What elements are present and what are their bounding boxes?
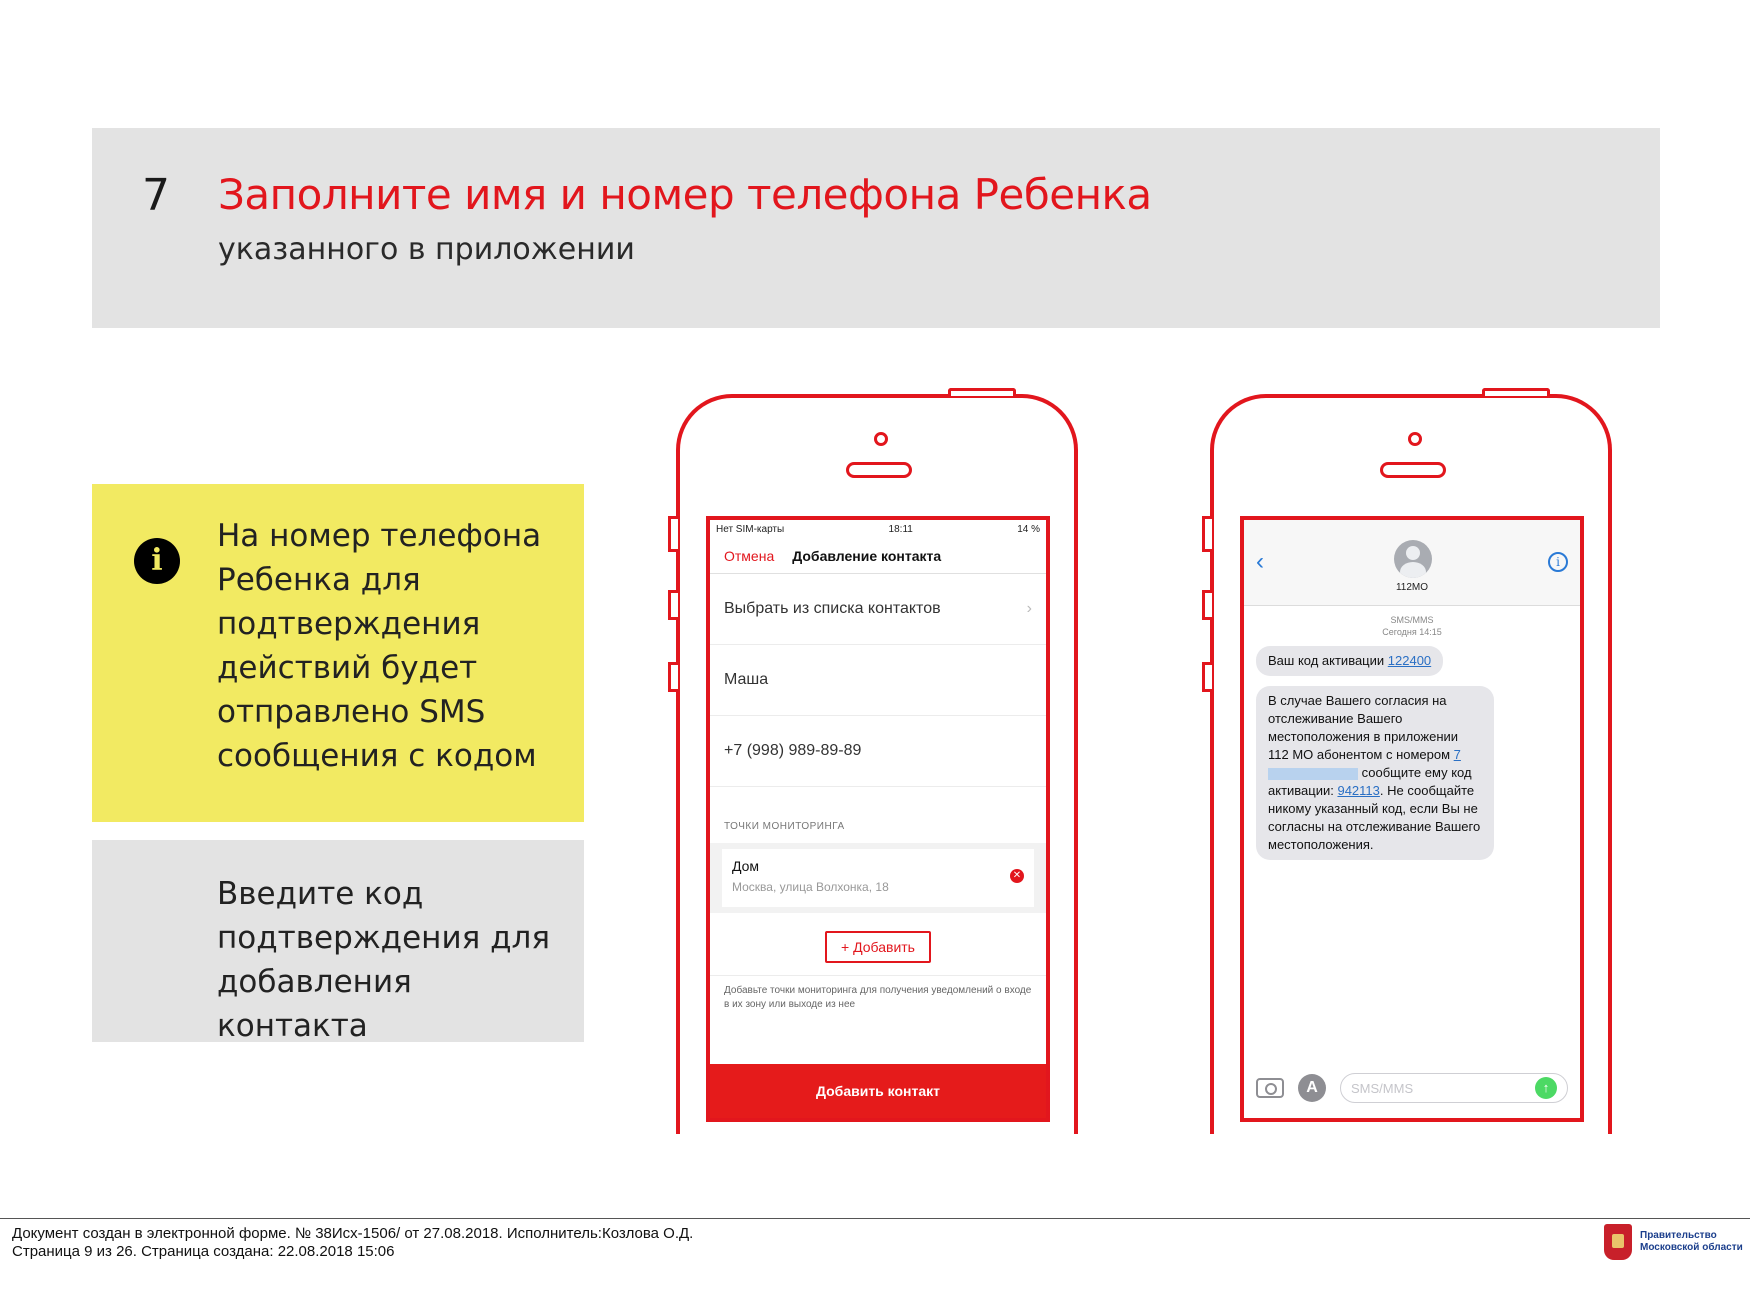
page-title: Заполните имя и номер телефона Ребенка: [218, 170, 1152, 219]
power-button: [948, 388, 1016, 396]
info-box: [92, 484, 584, 822]
nav-title: Добавление контакта: [792, 547, 942, 564]
redacted-number: [1268, 768, 1358, 780]
activation-code-link[interactable]: 122400: [1387, 653, 1432, 668]
message-type: SMS/MMS: [1390, 615, 1434, 625]
message-text: Ваш код активации: [1268, 653, 1388, 668]
message-text: В случае Вашего согласия на отслеживание Вашего местоположения в приложении 112 МО абонентом с номером: [1268, 693, 1459, 762]
cancel-button[interactable]: Отмена: [724, 547, 775, 564]
messages-header: [1244, 520, 1580, 606]
step-number: 7: [142, 170, 170, 221]
footer-divider: [0, 1218, 1750, 1219]
gov-logo-text: [1640, 1230, 1743, 1254]
phone-field[interactable]: [710, 716, 1046, 787]
info-text: На номер телефона Ребенка для подтверждения действий будет отправлено SMS сообщения с кодом: [217, 518, 542, 774]
phone-screen: [1240, 516, 1584, 1122]
contact-name: 112МО: [1395, 582, 1429, 593]
info-circle-icon[interactable]: i: [1548, 552, 1568, 572]
gov-logo-line-1: Правительство: [1640, 1230, 1717, 1241]
chevron-right-icon: ›: [1026, 600, 1032, 617]
footer-line-2: Страница 9 из 26. Страница создана: 22.08.2018 15:06: [12, 1243, 395, 1260]
app-store-icon[interactable]: A: [1298, 1074, 1326, 1102]
front-camera: [1408, 432, 1422, 446]
header-band: [92, 128, 1660, 328]
point-name: Дом: [732, 858, 760, 874]
choose-contacts-label: Выбрать из списка контактов: [724, 600, 941, 617]
status-bar: [710, 520, 1046, 538]
section-spacer: [710, 787, 1046, 821]
monitoring-points-list: [710, 843, 1046, 913]
page-subtitle: указанного в приложении: [218, 232, 635, 267]
phone-value: +7 (998) 989-89-89: [724, 742, 862, 759]
nav-bar: [710, 538, 1046, 574]
volume-down-button: [668, 662, 678, 692]
add-contact-button[interactable]: Добавить контакт: [710, 1064, 1046, 1118]
name-value: Маша: [724, 671, 769, 688]
message-text: сообщите ему код активации:: [1268, 765, 1472, 798]
volume-up-button: [1202, 590, 1212, 620]
front-camera: [874, 432, 888, 446]
gov-logo: [1604, 1222, 1744, 1262]
volume-up-button: [668, 590, 678, 620]
phone-sms: [1210, 394, 1612, 1134]
info-icon: i: [134, 538, 180, 584]
coat-of-arms-icon: [1604, 1224, 1632, 1260]
send-icon[interactable]: ↑: [1535, 1077, 1557, 1099]
message-bubble: [1256, 646, 1443, 676]
instruction-text: Введите код подтверждения для добавления контакта: [217, 876, 550, 1044]
earpiece: [1380, 462, 1446, 478]
message-composer: [1244, 1058, 1580, 1118]
mute-switch: [668, 516, 678, 552]
earpiece: [846, 462, 912, 478]
message-bubble: [1256, 686, 1494, 860]
phone-screen: [706, 516, 1050, 1122]
message-meta: [1244, 606, 1580, 638]
carrier-label: Нет SIM-карты: [716, 523, 785, 535]
chevron-left-icon[interactable]: ‹: [1256, 548, 1264, 575]
footer-line-1: Документ создан в электронной форме. № 38Исх-1506/ от 27.08.2018. Исполнитель:Козлова О.Д.: [12, 1225, 694, 1242]
sms-input[interactable]: [1340, 1073, 1568, 1103]
mute-switch: [1202, 516, 1212, 552]
clock: 18:11: [888, 523, 913, 535]
hint-text: Добавьте точки мониторинга для получения уведомлений о входе в их зону или выходе из нее: [724, 985, 1032, 1010]
message-time: Сегодня 14:15: [1382, 627, 1442, 637]
instruction-box: [92, 840, 584, 1042]
sms-input-placeholder: SMS/MMS: [1351, 1080, 1414, 1096]
power-button: [1482, 388, 1550, 396]
gov-logo-line-2: Московской области: [1640, 1242, 1743, 1253]
battery-label: 14 %: [1017, 523, 1040, 535]
activation-code-link[interactable]: 942113: [1337, 783, 1380, 798]
monitoring-point-item[interactable]: [722, 849, 1034, 907]
add-button-wrap: [710, 913, 1046, 976]
contact-avatar-icon[interactable]: [1394, 540, 1432, 578]
message-text: . Не сообщайте никому указанный код, если Вы не согласны на отслеживание Вашего местоположения.: [1268, 783, 1481, 852]
phone-number-link[interactable]: 7: [1453, 747, 1461, 762]
footer-text: [12, 1225, 693, 1261]
volume-down-button: [1202, 662, 1212, 692]
camera-icon[interactable]: [1256, 1078, 1284, 1098]
point-address: Москва, улица Волхонка, 18: [732, 880, 889, 894]
phone-add-contact: [676, 394, 1078, 1134]
section-label: ТОЧКИ МОНИТОРИНГА: [724, 821, 845, 832]
delete-point-icon[interactable]: ✕: [1010, 869, 1024, 883]
choose-from-contacts-row[interactable]: [710, 574, 1046, 645]
name-field[interactable]: [710, 645, 1046, 716]
add-point-button[interactable]: + Добавить: [825, 931, 931, 963]
